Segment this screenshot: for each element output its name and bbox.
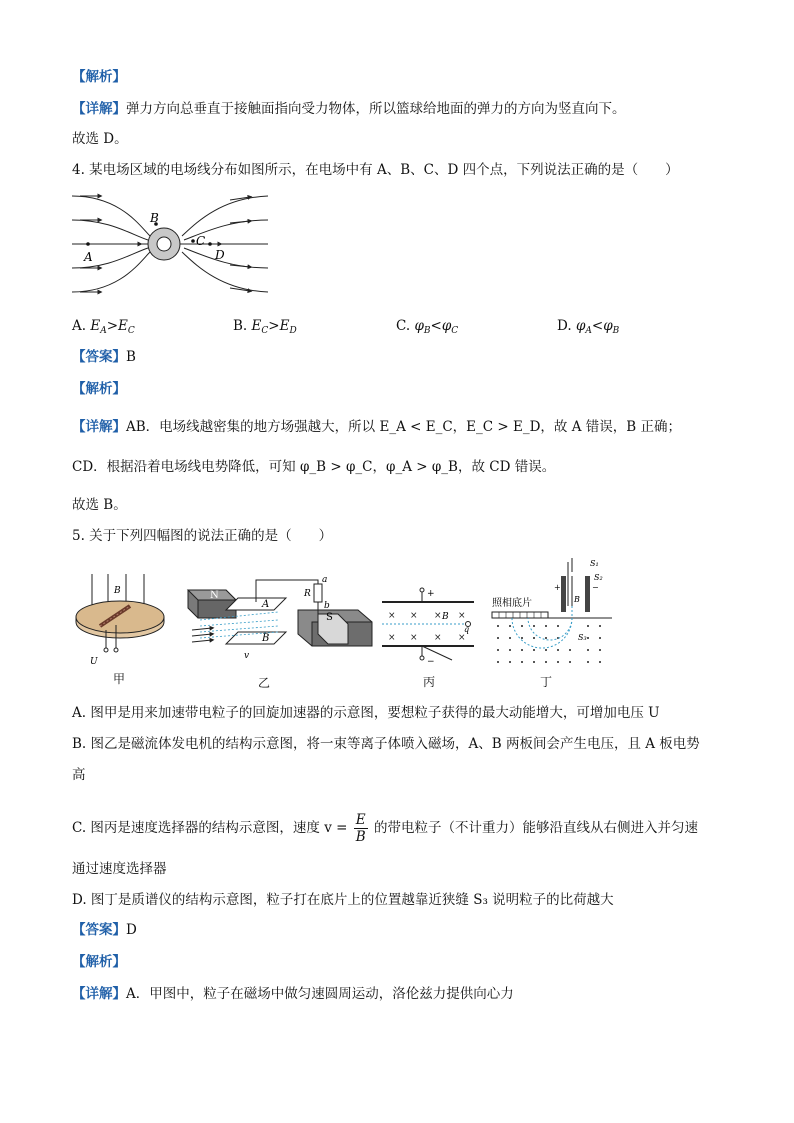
svg-text:A: A xyxy=(262,599,270,610)
svg-text:S: S xyxy=(326,612,333,623)
svg-text:×: × xyxy=(410,611,418,621)
svg-text:B: B xyxy=(114,586,121,596)
caption-jia: 甲 xyxy=(113,672,126,686)
electric-field-figure xyxy=(70,186,270,308)
detail-q5-line1: 【详解】A．甲图中，粒子在磁场中做匀速圆周运动，洛伦兹力提供向心力 xyxy=(72,986,514,1002)
q5-option-a: A. 图甲是用来加速带电粒子的回旋加速器的示意图，要想粒子获得的最大动能增大，可增加电压 U xyxy=(72,705,660,721)
svg-text:R: R xyxy=(304,589,311,599)
svg-text:+: + xyxy=(427,589,435,599)
q4-option-c: C. $\varphi_B<\varphi_C$ xyxy=(396,318,459,336)
svg-text:×: × xyxy=(388,611,396,621)
point-c xyxy=(191,239,195,243)
svg-text:−: − xyxy=(592,583,599,592)
svg-text:N: N xyxy=(210,590,219,601)
q5-option-c-line2: 通过速度选择器 xyxy=(72,861,167,877)
conclusion-q3: 故选 D。 xyxy=(72,131,128,147)
svg-text:+: + xyxy=(554,583,561,592)
figure-yi-mhd-generator xyxy=(178,570,374,668)
svg-text:×: × xyxy=(458,633,466,643)
svg-text:U: U xyxy=(90,657,98,667)
svg-text:v: v xyxy=(244,651,250,661)
figure-jia-cyclotron xyxy=(70,570,170,670)
label-a: A xyxy=(84,250,93,264)
point-a xyxy=(86,242,90,246)
q5-option-d: D. 图丁是质谱仪的结构示意图，粒子打在底片上的位置越靠近狭缝 S₃ 说明粒子的比荷越大 xyxy=(72,892,614,908)
analysis-label-q5: 【解析】 xyxy=(72,954,126,970)
q4-option-d: D. $\varphi_A<\varphi_B$ xyxy=(557,318,620,336)
caption-bing: 丙 xyxy=(423,675,436,689)
analysis-label-q3: 【解析】 xyxy=(72,69,126,85)
fraction-e-over-b: $\frac{E}{B}$ xyxy=(355,812,366,845)
analysis-label-q4: 【解析】 xyxy=(72,381,126,397)
q5-option-c-line1: C. 图丙是速度选择器的结构示意图，速度 v = $\frac{E}{B}$ 的带电粒子（不计重力）能够沿直线从右侧进入并匀速 xyxy=(72,812,698,845)
detail-q4-line1: 【详解】AB．电场线越密集的地方场强越大，所以 E_A < E_C，E_C > E_D，故 A 错误，B 正确； xyxy=(72,419,681,435)
q4-option-a: A. $E_A>E_C$ xyxy=(72,318,135,336)
svg-text:q: q xyxy=(464,625,470,634)
svg-text:a: a xyxy=(322,575,328,585)
svg-text:×: × xyxy=(434,633,442,643)
label-d: D xyxy=(215,248,225,262)
svg-text:B: B xyxy=(574,595,580,604)
svg-text:×: × xyxy=(458,611,466,621)
caption-yi: 乙 xyxy=(258,676,271,690)
svg-text:S₃: S₃ xyxy=(578,633,587,642)
question-4-stem: 4. 某电场区域的电场线分布如图所示，在电场中有 A、B、C、D 四个点，下列说法正确的是（ ） xyxy=(72,162,679,178)
svg-text:S₁: S₁ xyxy=(590,559,599,568)
conclusion-q4: 故选 B。 xyxy=(72,497,127,513)
label-b: B xyxy=(150,211,159,225)
svg-text:−: − xyxy=(427,657,435,666)
q5-option-b-line1: B. 图乙是磁流体发电机的结构示意图，将一束等离子体喷入磁场，A、B 两板间会产生电压，且 A 板电势 xyxy=(72,736,700,752)
svg-text:S₂: S₂ xyxy=(594,573,603,582)
svg-text:×: × xyxy=(388,633,396,643)
caption-ding: 丁 xyxy=(540,675,553,689)
svg-text:b: b xyxy=(324,601,330,611)
question-5-stem: 5. 关于下列四幅图的说法正确的是（ ） xyxy=(72,528,333,544)
figure-ding-mass-spectrometer xyxy=(488,556,612,668)
q4-option-b: B. $E_C>E_D$ xyxy=(233,318,297,336)
svg-text:×: × xyxy=(410,633,418,643)
answer-q5: 【答案】D xyxy=(72,922,137,938)
detail-q3: 【详解】弹力方向总垂直于接触面指向受力物体，所以篮球给地面的弹力的方向为竖直向下。 xyxy=(72,101,626,117)
q5-option-b-line2: 高 xyxy=(72,767,86,783)
svg-text:B: B xyxy=(442,612,449,622)
detail-q4-line2: CD．根据沿着电场线电势降低，可知 φ_B > φ_C，φ_A > φ_B，故 CD 错误。 xyxy=(72,459,556,475)
point-d xyxy=(208,242,212,246)
svg-text:×: × xyxy=(434,611,442,621)
svg-text:照相底片: 照相底片 xyxy=(492,598,532,609)
figure-bing-velocity-selector xyxy=(378,586,480,666)
label-c: C xyxy=(196,234,206,248)
svg-text:B: B xyxy=(262,633,270,644)
answer-q4: 【答案】B xyxy=(72,349,136,365)
